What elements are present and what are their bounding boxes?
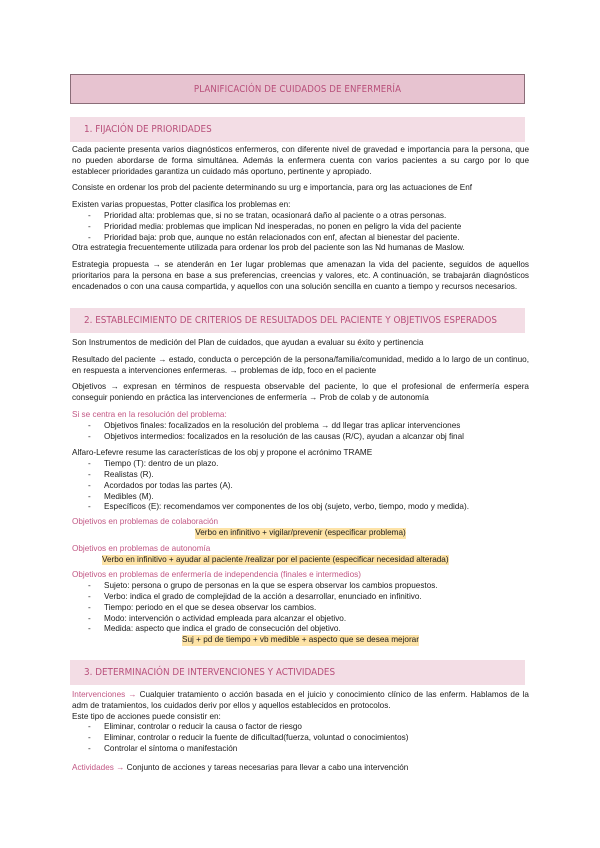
list-item: - Acordados por todas las partes (A).	[72, 481, 529, 492]
interventions-label: Intervenciones →	[72, 690, 137, 699]
paragraph: Otra estrategia frecuentemente utilizada para ordenar los prob del paciente son las Nd humanas de Maslow.	[72, 243, 465, 253]
list-item: - Prioridad alta: problemas que, si no se tratan, ocasionará daño al paciente o a otras personas.	[72, 211, 529, 222]
document-title-box	[70, 74, 525, 104]
activities-label: Actividades →	[72, 762, 125, 772]
paragraph	[72, 763, 529, 774]
paragraph: Objetivos → expresan en términos de respuesta observable del paciente, lo que el profesional de enfermería espera conseguir poniendo en práctica las intervenciones de enfermería → Prob de colab y de autonomía	[72, 382, 529, 403]
paragraph: Resultado del paciente → estado, conducta o percepción de la persona/familia/comunidad, medido a lo largo de un continuo, en respuesta a intervenciones enfermeras. → problemas de idp, foco en el paciente	[72, 354, 529, 375]
list-item: - Sujeto: persona o grupo de personas en la que se espera observar los cambios propuestos.	[72, 581, 529, 592]
paragraph: Este tipo de acciones puede consistir en:	[72, 711, 221, 721]
list-item: - Específicos (E): recomendamos ver componentes de los obj (sujeto, verbo, tiempo, modo y medida).	[72, 502, 529, 513]
highlight-formula: Verbo en infinitivo + ayudar al paciente /realizar por el paciente (especificar necesidad alterada)	[102, 554, 449, 564]
activities-text: Conjunto de acciones y tareas necesarias para llevar a cabo una intervención	[126, 762, 409, 772]
list-item: - Eliminar, controlar o reducir la fuente de dificultad(fuerza, voluntad o conocimientos)	[72, 733, 529, 744]
paragraph: Existen varias propuestas, Potter clasifica los problemas en:	[72, 200, 291, 210]
paragraph: Cada paciente presenta varios diagnósticos enfermeros, con diferente nivel de gravedad e importancia para la persona, que no pueden abordarse de forma simultánea. Además la enfermera cuenta con varios pacientes a su cargo por lo que establecer prioridades garantiza un cuidado más oportuno, pertinente y apropiado.	[72, 145, 529, 176]
list-item: - Objetivos finales: focalizados en la resolución del problema → dd llegar tras aplicar intervenciones	[72, 421, 529, 432]
list-item: - Tiempo (T): dentro de un plazo.	[72, 459, 529, 470]
highlight-formula: Verbo en infinitivo + vigilar/prevenir (especificar problema)	[195, 527, 406, 537]
paragraph	[72, 690, 529, 712]
list-item: - Medida: aspecto que indica el grado de consecución del objetivo.	[72, 624, 529, 635]
section-3-header	[70, 660, 525, 685]
subheading: Objetivos en problemas de autonomía	[72, 543, 211, 553]
highlight-formula: Suj + pd de tiempo + vb medible + aspecto que se desea mejorar	[182, 635, 419, 645]
section-1-header	[70, 117, 525, 142]
list-item: - Verbo: indica el grado de complejidad de la acción a desarrollar, enunciado en infinitivo.	[72, 592, 529, 603]
section-2-title: 2. ESTABLECIMIENTO DE CRITERIOS DE RESULTADOS DEL PACIENTE Y OBJETIVOS ESPERADOS	[84, 315, 497, 326]
section-2-body	[72, 338, 529, 646]
document-title: PLANIFICACIÓN DE CUIDADOS DE ENFERMERÍA	[193, 83, 402, 95]
list-item: - Prioridad media: problemas que implican Nd inesperadas, no ponen en peligro la vida del paciente	[72, 222, 529, 233]
list-item: - Objetivos intermedios: focalizados en la resolución de las causas (R/C), ayudan a alcanzar obj final	[72, 432, 529, 443]
list-item: - Eliminar, controlar o reducir la causa o factor de riesgo	[72, 722, 529, 733]
subheading: Objetivos en problemas de enfermería de independencia (finales e intermedios)	[72, 570, 362, 580]
paragraph: Estrategia propuesta → se atenderán en 1er lugar problemas que amenazan la vida del paciente, seguidos de aquellos prioritarios para la persona en base a sus preferencias, creencias y valores, etc. A continuación, se trabajarán diagnósticos encadenados o con una causa compartida, y aquellos con una solución sencilla en cuanto a tiempo y recursos necesarios.	[72, 260, 529, 291]
subheading: Objetivos en problemas de colaboración	[72, 517, 219, 527]
list-item: - Medibles (M).	[72, 492, 529, 503]
interventions-text: Cualquier tratamiento o acción basada en el juicio y conocimiento clínico de las enferm. Hablamos de la adm de tratamientos, los cuidados deriv por ellos y aquellos establecidos en protocolos.	[72, 690, 529, 710]
list-item: - Tiempo: periodo en el que se desea observar los cambios.	[72, 603, 529, 614]
list-item: - Realistas (R).	[72, 470, 529, 481]
paragraph: Son Instrumentos de medición del Plan de cuidados, que ayudan a evaluar su éxito y pertinencia	[72, 338, 424, 347]
section-2-header	[70, 308, 525, 333]
section-3-body	[72, 690, 529, 774]
section-3-title: 3. DETERMINACIÓN DE INTERVENCIONES Y ACTIVIDADES	[84, 667, 336, 678]
section-1-body	[72, 145, 529, 293]
paragraph: Alfaro-Lefevre resume las características de los obj y propone el acrónimo TRAME	[72, 448, 373, 458]
subheading: Si se centra en la resolución del problema:	[72, 409, 227, 419]
list-item: - Prioridad baja: prob que, aunque no están relacionados con enf, afectan al bienestar del paciente.	[72, 233, 529, 244]
list-item: - Modo: intervención o actividad empleada para alcanzar el objetivo.	[72, 614, 529, 625]
section-1-title: 1. FIJACIÓN DE PRIORIDADES	[84, 124, 212, 135]
paragraph: Consiste en ordenar los prob del paciente determinando su urg e importancia, para org las actuaciones de Enf	[72, 183, 473, 193]
list-item: - Controlar el síntoma o manifestación	[72, 744, 529, 755]
